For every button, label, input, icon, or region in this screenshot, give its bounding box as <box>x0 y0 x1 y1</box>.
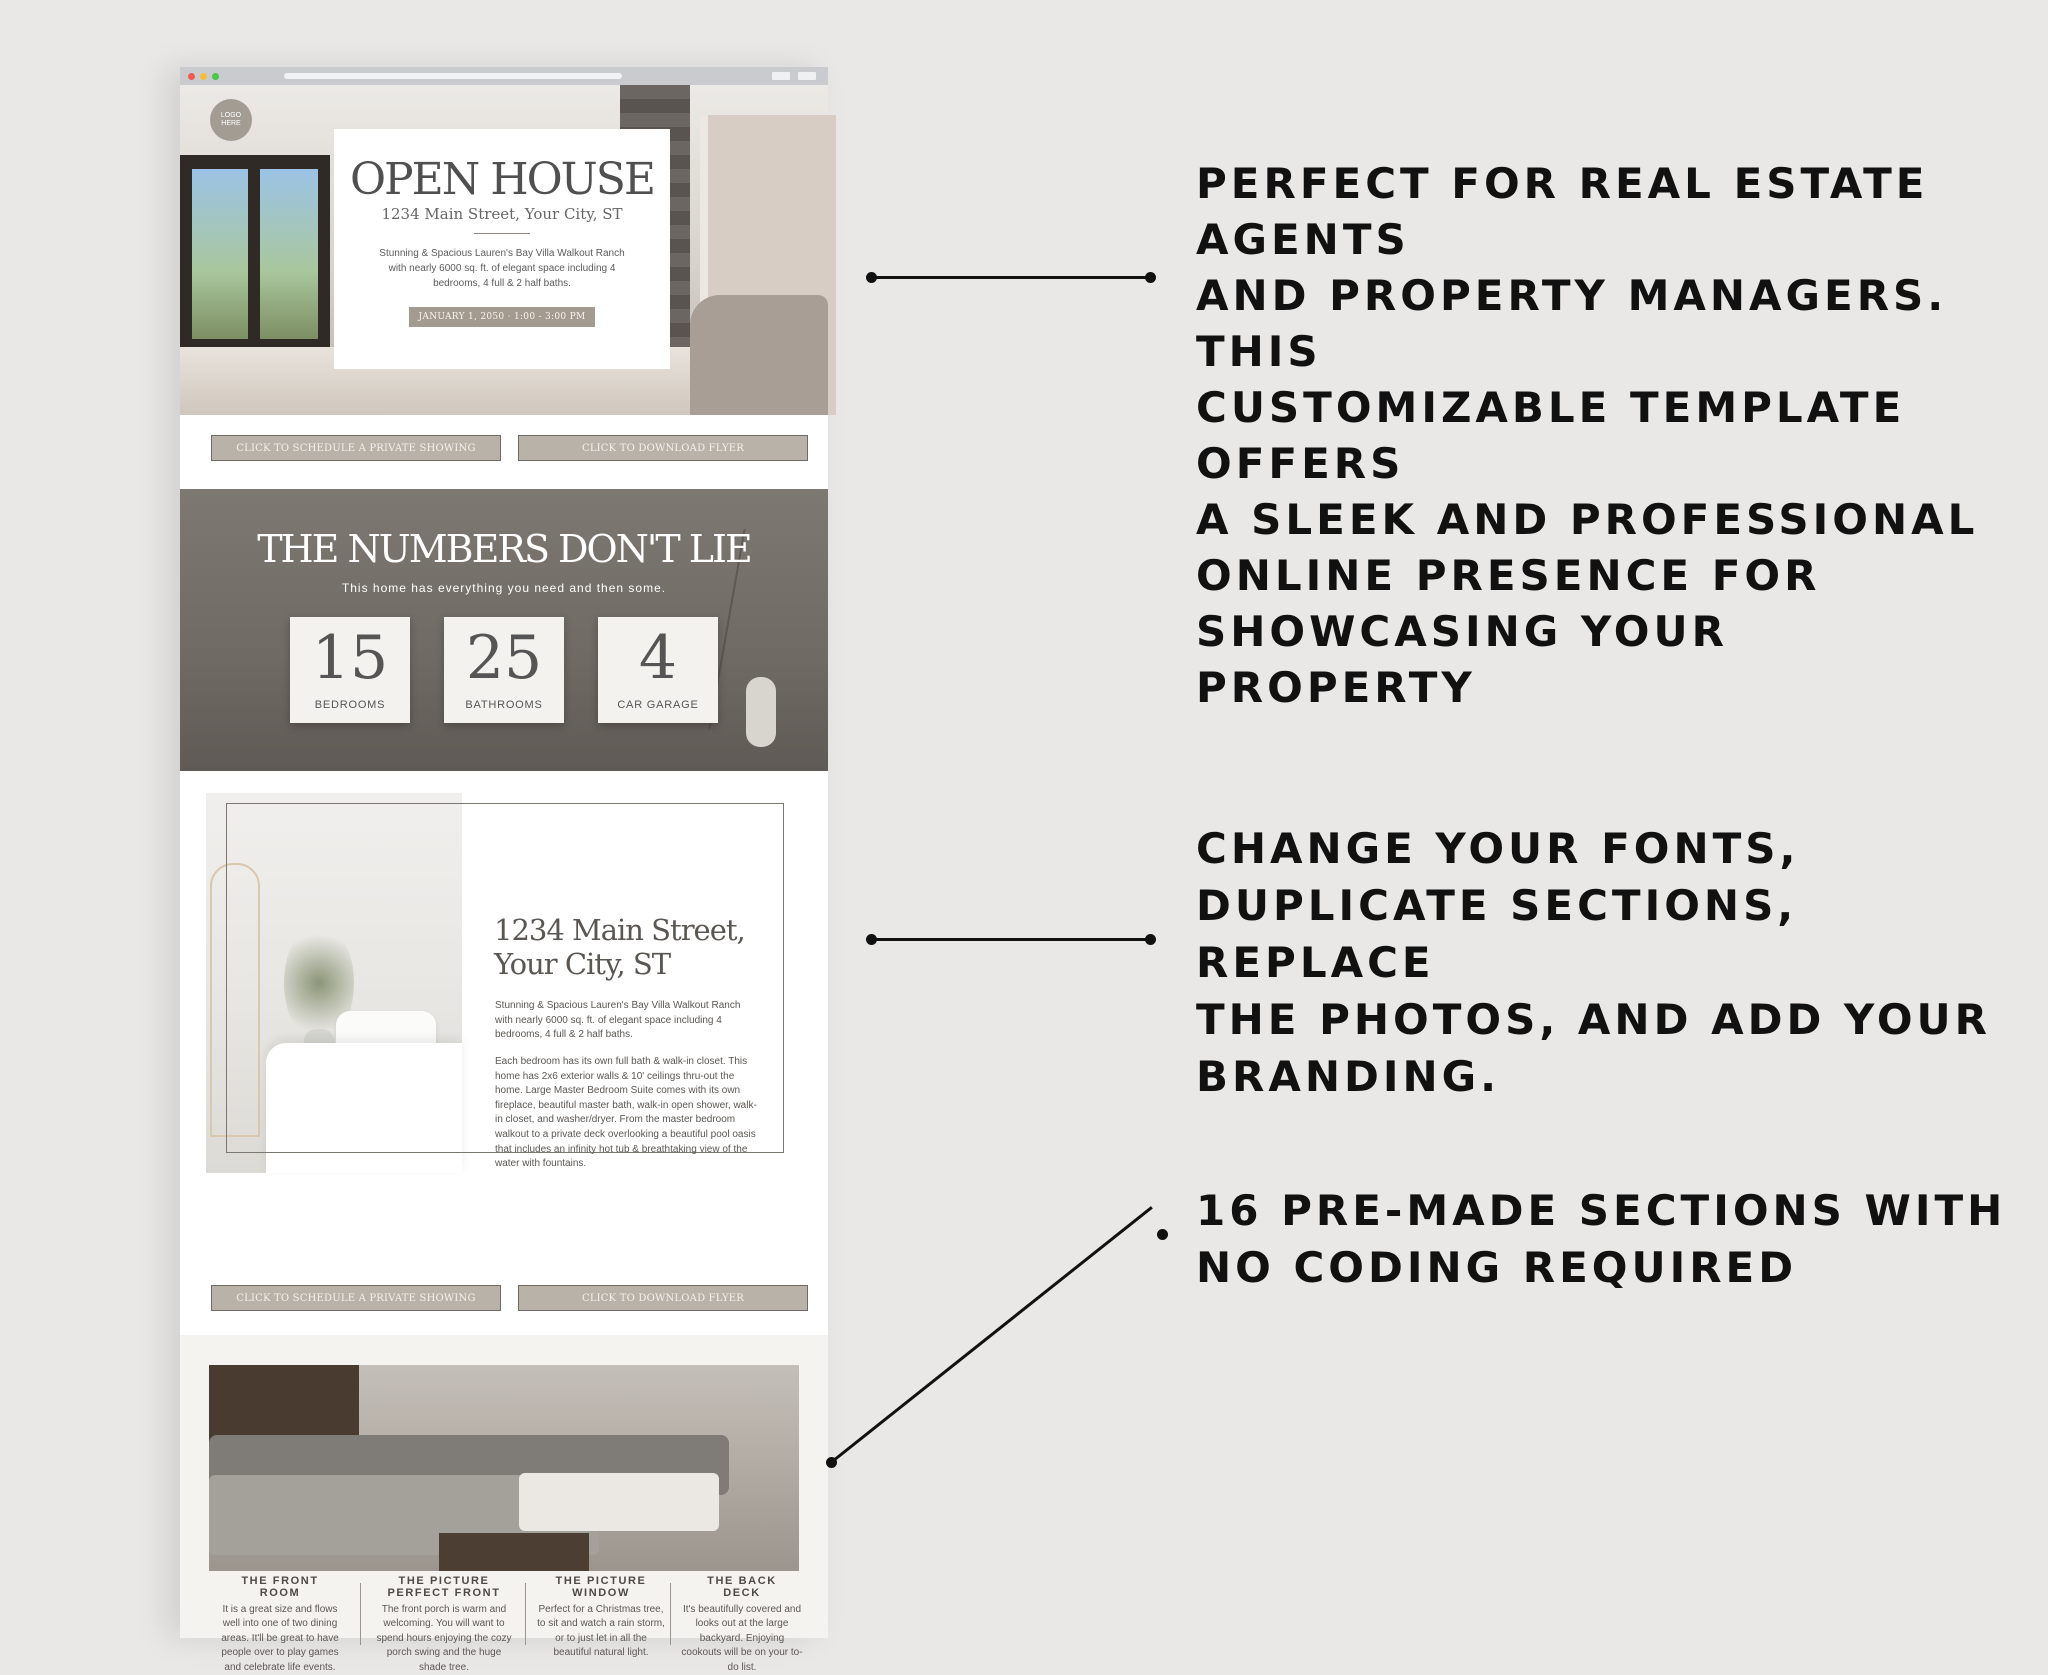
column-divider <box>525 1583 526 1645</box>
room-feature-title: THE FRONT ROOM <box>241 1575 319 1599</box>
hero-card <box>334 129 670 369</box>
room-feature-description: The front porch is warm and welcoming. You will want to spend hours enjoying the cozy porch swing and the huge shade tree. <box>376 1604 512 1673</box>
website-template-mockup <box>180 67 828 1673</box>
room-feature-title: THE PICTURE PERFECT FRONT <box>387 1575 501 1599</box>
numbers-title: THE NUMBERS DON'T LIE <box>257 527 751 571</box>
callout-line-1 <box>871 276 1150 279</box>
logo-placeholder[interactable]: LOGO HERE <box>210 99 252 141</box>
room-feature-picture-window <box>536 1575 666 1661</box>
callout-line-3 <box>830 1206 1153 1464</box>
numbers-subtitle: This home has everything you need and then some. <box>341 581 667 595</box>
schedule-showing-button[interactable]: CLICK TO SCHEDULE A PRIVATE SHOWING <box>211 435 501 461</box>
room-feature-description: It's beautifully covered and looks out at the large backyard. Enjoying cookouts will be on your to-do list. <box>681 1604 803 1673</box>
property-details-section <box>180 771 828 1261</box>
browser-chrome <box>180 67 828 85</box>
details-description: Each bedroom has its own full bath & walk-in closet. This home has 2x6 exterior walls & 10' ceilings thru-out the home. Large Master Bedroom Suite comes with its own fireplace, beautiful master bath, walk-in open shower, walk-in closet, and washer/dryer. From the master bedroom walkout to a private deck overlooking a beautiful pool oasis that includes an infinity hot tub & breathtaking view of the water with fountains. <box>495 1056 757 1170</box>
numbers-section <box>180 489 828 771</box>
stat-label: BEDROOMS <box>314 699 386 711</box>
room-feature-description: Perfect for a Christmas tree, to sit and watch a rain storm, or to just let in all the beautiful natural light. <box>537 1604 665 1659</box>
stat-value: 4 <box>638 623 678 693</box>
callout-line-2 <box>871 938 1150 941</box>
schedule-showing-button[interactable]: CLICK TO SCHEDULE A PRIVATE SHOWING <box>211 1285 501 1311</box>
hero-photo-armchair <box>690 295 828 415</box>
download-flyer-button[interactable]: CLICK TO DOWNLOAD FLYER <box>518 1285 808 1311</box>
download-flyer-button[interactable]: CLICK TO DOWNLOAD FLYER <box>518 435 808 461</box>
hero-divider <box>474 233 530 234</box>
stat-bathrooms <box>444 617 564 723</box>
room-feature-back-deck <box>680 1575 804 1675</box>
close-window-icon[interactable] <box>188 73 195 80</box>
maximize-window-icon[interactable] <box>212 73 219 80</box>
living-room-photo-coffee-table <box>439 1533 589 1571</box>
details-address-title: 1234 Main Street, Your City, ST <box>494 913 745 981</box>
hero-description: Stunning & Spacious Lauren's Bay Villa Walkout Ranch with nearly 6000 sq. ft. of elegant space including 4 bedrooms, 4 full & 2 half baths. <box>379 248 625 289</box>
room-feature-picture-perfect-front <box>372 1575 516 1675</box>
callout-dot-end-3 <box>1157 1229 1168 1240</box>
minimize-window-icon[interactable] <box>200 73 207 80</box>
stat-label: CAR GARAGE <box>617 699 699 711</box>
stat-value: 25 <box>465 623 543 693</box>
hero-title: OPEN HOUSE <box>349 154 655 205</box>
living-room-photo <box>209 1365 799 1571</box>
hero-section <box>180 85 828 415</box>
hero-photo-window <box>180 155 330 355</box>
callout-dot-end-2 <box>1145 934 1156 945</box>
details-summary: Stunning & Spacious Lauren's Bay Villa Walkout Ranch with nearly 6000 sq. ft. of elegant space including 4 bedrooms, 4 full & 2 half baths. <box>495 1000 741 1041</box>
callout-text-sections: 16 PRE-MADE SECTIONS WITH NO CODING REQUIRED <box>1196 1186 2007 1292</box>
living-room-photo-sectional <box>519 1473 719 1531</box>
callout-text-customize: CHANGE YOUR FONTS, DUPLICATE SECTIONS, REPLACE THE PHOTOS, AND ADD YOUR BRANDING. <box>1196 824 1991 1101</box>
room-feature-description: It is a great size and flows well into one of two dining areas. It'll be great to have people over to play games and celebrate life events. <box>221 1604 339 1673</box>
stat-label: BATHROOMS <box>465 699 543 711</box>
open-house-date-badge: JANUARY 1, 2050 · 1:00 - 3:00 PM <box>409 307 596 327</box>
room-feature-title: THE BACK DECK <box>707 1575 777 1599</box>
stat-bedrooms <box>290 617 410 723</box>
stat-value: 15 <box>311 623 389 693</box>
callout-dot-end-1 <box>1145 272 1156 283</box>
room-feature-title: THE PICTURE WINDOW <box>555 1575 647 1599</box>
column-divider <box>670 1583 671 1645</box>
rooms-gallery-section <box>180 1335 828 1673</box>
browser-tab-button[interactable] <box>772 72 790 80</box>
column-divider <box>360 1583 361 1645</box>
cta-row-bottom <box>180 1261 828 1335</box>
browser-menu-button[interactable] <box>798 72 816 80</box>
stat-car-garage <box>598 617 718 723</box>
numbers-photo-vase <box>746 677 776 747</box>
address-bar[interactable] <box>284 73 622 79</box>
hero-address: 1234 Main Street, Your City, ST <box>381 205 623 223</box>
callout-text-real-estate: PERFECT FOR REAL ESTATE AGENTS AND PROPERTY MANAGERS. THIS CUSTOMIZABLE TEMPLATE OFFERS A SLEEK AND PROFESSIONAL ONLINE PRESENCE FOR SHOWCASING YOUR PROPERTY <box>1196 159 1979 712</box>
cta-row-top <box>180 415 828 485</box>
room-feature-front-room <box>216 1575 344 1675</box>
